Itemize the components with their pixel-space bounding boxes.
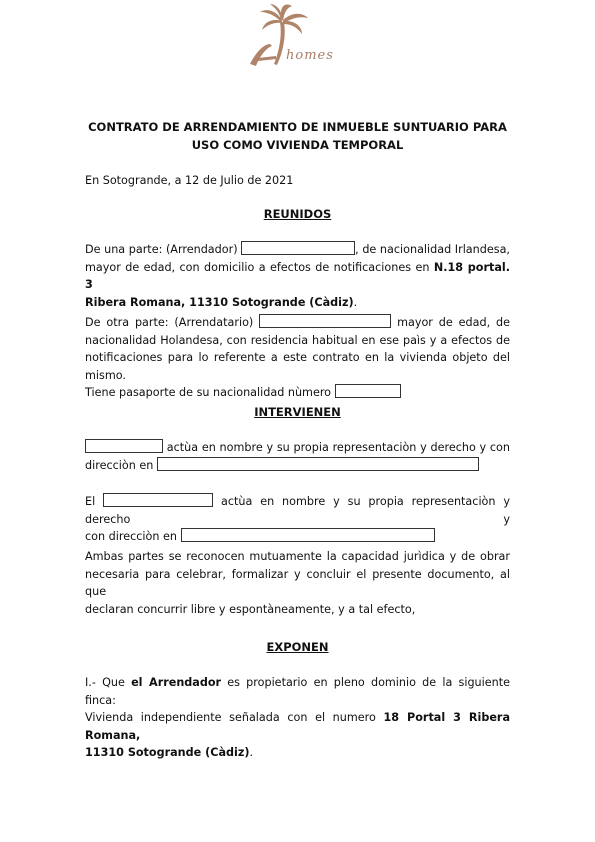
reunidos-paragraph-2	[85, 314, 510, 402]
address-bold: 11310 Sotogrande (Càdiz)	[85, 746, 250, 759]
text: actùa en nombre y su propia representaciòn y derecho y con	[166, 441, 510, 454]
contract-title	[60, 118, 535, 154]
arrendatario-name-field[interactable]	[259, 314, 391, 328]
heading-reunidos: REUNIDOS	[263, 207, 332, 221]
party-address-field[interactable]	[157, 457, 479, 471]
intervienen-paragraph-3	[85, 548, 510, 618]
text: mayor de edad, de	[397, 316, 511, 329]
text: , de nacionalidad Irlandesa,	[355, 243, 510, 256]
text: declaran concurrir libre y espontàneamente, y a tal efecto,	[85, 602, 416, 616]
text: El	[85, 495, 96, 508]
text: mayor de edad, con domicilio a efectos de notificaciones en	[85, 260, 430, 274]
text: necesaria para celebrar, formalizar y concluir el presente documento, al que	[85, 567, 510, 598]
address-bold: N.18 portal. 3	[85, 260, 510, 291]
heading-exponen: EXPONEN	[266, 640, 329, 654]
arrendador-name-field[interactable]	[241, 241, 355, 255]
title-line-2: USO COMO VIVIENDA TEMPORAL	[191, 138, 404, 152]
passport-number-field[interactable]	[335, 384, 401, 398]
text: es propietario en pleno dominio de la siguiente finca:	[85, 676, 510, 707]
intervienen-paragraph-1	[85, 439, 510, 474]
second-party-address-field[interactable]	[181, 528, 435, 542]
heading-intervienen: INTERVIENEN	[254, 405, 341, 419]
text: I.- Que	[85, 676, 125, 689]
text: Vivienda independiente señalada con el numero	[85, 711, 376, 724]
text: De una parte: (Arrendador)	[85, 243, 238, 256]
text: direcciòn en	[85, 458, 154, 472]
address-bold: Ribera Romana, 11310 Sotogrande (Càdiz)	[85, 295, 354, 309]
second-party-name-field[interactable]	[103, 493, 213, 507]
reunidos-paragraph-1	[85, 241, 510, 311]
text: De otra parte: (Arrendatario)	[85, 316, 254, 329]
logo-brand-text: homes	[286, 48, 334, 63]
text: nacionalidad Holandesa, con residencia habitual en ese paìs y a efectos de	[85, 333, 510, 347]
text: .	[249, 746, 254, 759]
exponen-paragraph-1	[85, 674, 510, 762]
intervienen-paragraph-2	[85, 493, 510, 546]
arrendador-bold: el Arrendador	[131, 676, 222, 689]
text: Ambas partes se reconocen mutuamente la capacidad jurìdica y de obrar	[85, 550, 510, 563]
text: actùa en nombre y su propia representaciòn y derecho y	[85, 495, 510, 526]
party-name-field[interactable]	[85, 439, 163, 453]
text: Tiene pasaporte de su nacionalidad nùmero	[85, 386, 332, 399]
text: notificaciones para lo referente a este contrato en la vivienda objeto del mismo.	[85, 351, 510, 382]
date-line: En Sotogrande, a 12 de Julio de 2021	[85, 174, 294, 187]
palm-tree-logo-icon	[236, 4, 366, 74]
text: .	[353, 295, 358, 309]
text: con direcciòn en	[85, 530, 177, 543]
address-bold: 18 Portal 3 Ribera Romana,	[85, 711, 511, 742]
title-line-1: CONTRATO DE ARRENDAMIENTO DE INMUEBLE SUNTUARIO PARA	[88, 120, 507, 134]
